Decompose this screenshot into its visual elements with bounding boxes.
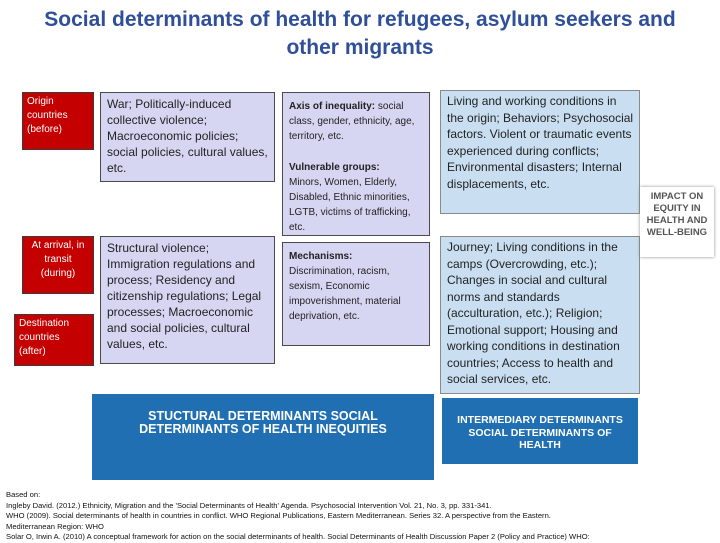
vulnerable-groups-label: Vulnerable groups:	[289, 162, 380, 173]
reference-line: Solar O, Irwin A. (2010) A conceptual framework for action on the social determinants of health. Social Determinants of Health Discussion Paper 2 (Policy and Practice) WHO:	[6, 532, 590, 541]
page-title: Social determinants of health for refugees, asylum seekers and other migrants	[44, 8, 676, 59]
intermediary-transit-text: Journey; Living conditions in the camps (Overcrowding, etc.); Changes in social and cultural norms and standards (acculturation, etc.); Religion; Emotional support; Housing and working conditions in destination countries; Access to health and social services, etc.	[447, 240, 620, 386]
stage-before	[22, 92, 94, 150]
intermediary-determinants-banner-text: INTERMEDIARY DETERMINANTS SOCIAL DETERMINANTS OF HEALTH	[457, 414, 623, 451]
mechanisms-text: Discrimination, racism, sexism, Economic impoverishment, material deprivation, etc.	[289, 266, 401, 322]
structural-origin-box	[100, 92, 275, 182]
reference-line: Based on:	[6, 490, 41, 499]
intermediary-transit-box	[440, 236, 640, 394]
structural-transit-text: Structural violence; Immigration regulations and process; Residency and citizenship regulations; Legal processes; Macroeconomic and social policies, cultural values, etc.	[107, 241, 262, 351]
mechanisms-box	[282, 242, 430, 346]
inequality-box	[282, 92, 430, 236]
impact-badge	[640, 187, 714, 257]
references	[6, 490, 718, 543]
intermediary-origin-box	[440, 90, 640, 214]
reference-line: Ingleby David. (2012.) Ethnicity, Migration and the 'Social Determinants of Health' Agenda. Psychosocial Intervention Vol. 21, No. 3, pp. 331-341.	[6, 500, 492, 510]
stage-during	[22, 236, 94, 294]
mechanisms-label: Mechanisms:	[289, 251, 353, 262]
vulnerable-groups-text: Minors, Women, Elderly, Disabled, Ethnic minorities, LGTB, victims of trafficking, etc.	[289, 177, 411, 233]
stage-during-label: At arrival, in transit (during)	[31, 240, 85, 279]
impact-badge-text: IMPACT ON EQUITY IN HEALTH AND WELL-BEING	[646, 191, 708, 238]
structural-determinants-banner-text: STUCTURAL DETERMINANTS SOCIAL DETERMINANTS OF HEALTH INEQUITIES	[139, 409, 387, 436]
structural-origin-text: War; Politically-induced collective violence; Macroeconomic policies; social policies, cultural values, etc.	[107, 97, 268, 175]
axis-of-inequality-text: social class, gender, ethnicity, age, territory, etc.	[289, 101, 415, 142]
structural-determinants-banner	[92, 394, 434, 480]
structural-transit-box	[100, 236, 275, 364]
stage-after	[14, 314, 94, 366]
reference-line: Mediterranean Region: WHO	[6, 521, 104, 531]
axis-of-inequality-label: Axis of inequality:	[289, 101, 376, 112]
stage-before-label: Origin countries (before)	[27, 96, 68, 135]
stage-after-label: Destination countries (after)	[19, 318, 70, 357]
reference-line: WHO (2009). Social determinants of health in countries in conflict. WHO Regional Publications, Eastern Mediterranean. Series 32. A perspective from the Eastern.	[6, 511, 551, 520]
intermediary-determinants-banner	[442, 398, 638, 464]
intermediary-origin-text: Living and working conditions in the origin; Behaviors; Psychosocial factors. Violent or traumatic events experienced during conflicts; Environmental disasters; Internal displacements, etc.	[447, 94, 634, 191]
